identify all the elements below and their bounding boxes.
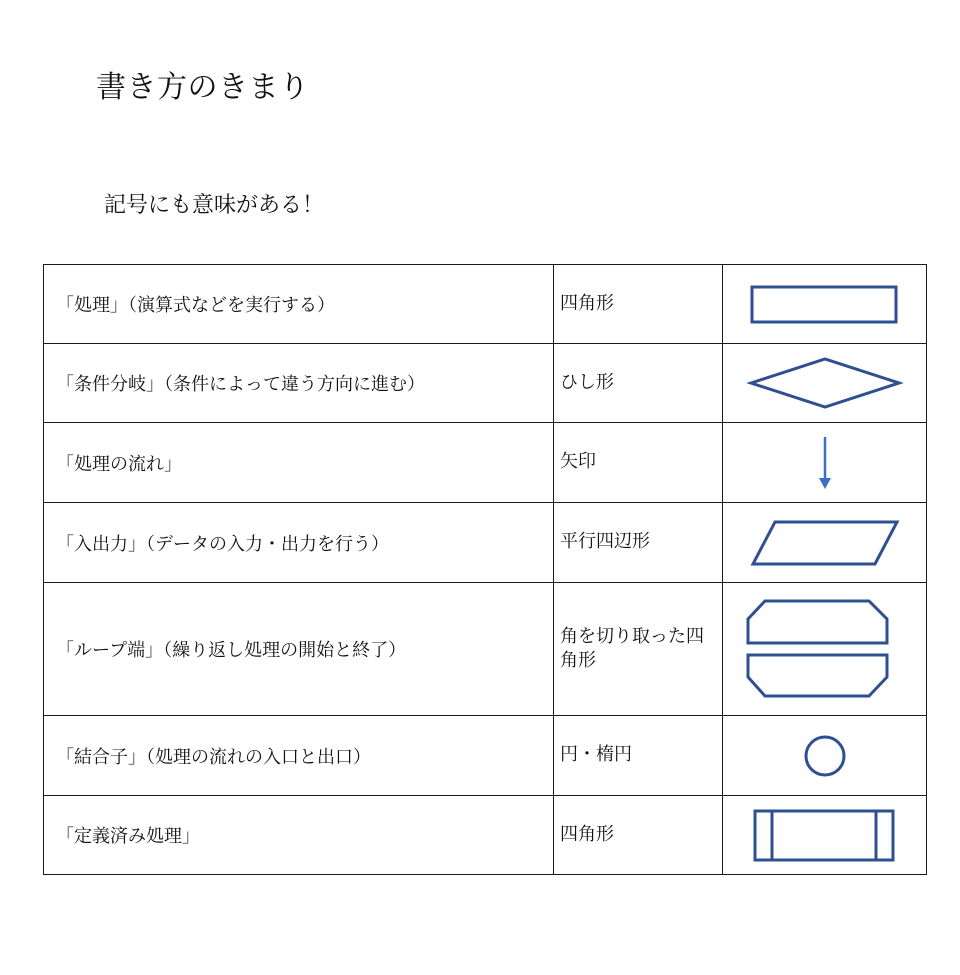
row-description: 「定義済み処理」 [44,796,554,875]
row-description: 「処理の流れ」 [44,423,554,503]
page-title: 書き方のきまり [96,70,310,105]
table-row [44,716,927,796]
row-symbol [723,503,927,583]
row-symbol [723,423,927,503]
row-description: 「入出力」（データの入力・出力を行う） [44,503,554,583]
flowchart-symbol-table [43,264,927,875]
arrow-down-icon [813,433,837,493]
row-shape-name: 角を切り取った四角形 [554,583,723,716]
table-row [44,265,927,344]
row-symbol [723,796,927,875]
row-description: 「結合子」（処理の流れの入口と出口） [44,716,554,796]
connector-circle-icon [800,731,850,781]
row-shape-name: 矢印 [554,423,723,503]
row-shape-name: 平行四辺形 [554,503,723,583]
subtitle: 記号にも意味がある！ [104,193,325,218]
table-row [44,583,927,716]
row-description: 「ループ端」（繰り返し処理の開始と終了） [44,583,554,716]
diamond-icon [745,355,905,411]
predefined-process-icon [745,805,905,865]
parallelogram-icon [745,516,905,570]
row-shape-name: 四角形 [554,265,723,344]
row-symbol [723,265,927,344]
row-shape-name: ひし形 [554,344,723,423]
rectangle-icon [745,279,905,329]
row-shape-name: 円・楕円 [554,716,723,796]
row-symbol [723,583,927,716]
row-shape-name: 四角形 [554,796,723,875]
table-row [44,423,927,503]
row-symbol [723,716,927,796]
table-row [44,796,927,875]
table-row [44,503,927,583]
row-description: 「処理」（演算式などを実行する） [44,265,554,344]
row-symbol [723,344,927,423]
row-description: 「条件分岐」（条件によって違う方向に進む） [44,344,554,423]
table-row [44,344,927,423]
loop-limit-icon [745,597,905,701]
